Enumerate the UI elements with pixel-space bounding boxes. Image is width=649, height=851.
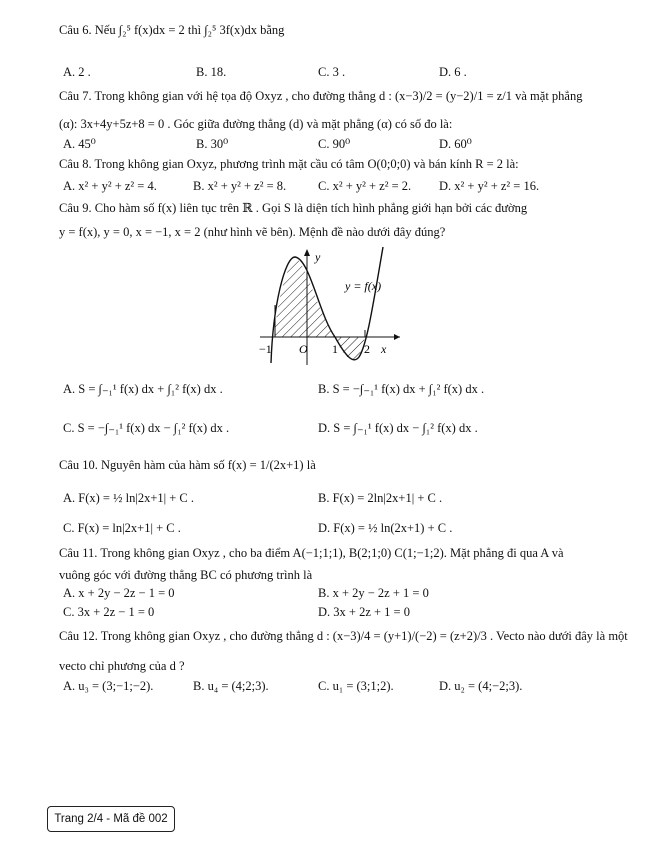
q10-option-d: D. F(x) = ½ ln(2x+1) + C . bbox=[318, 521, 453, 535]
q6-option-a: A. 2 . bbox=[63, 65, 91, 79]
q9-line2: y = f(x), y = 0, x = −1, x = 2 (như hình vẽ bên). Mệnh đề nào dưới đây đúng? bbox=[59, 225, 446, 239]
q8-option-d: D. x² + y² + z² = 16. bbox=[439, 179, 540, 193]
axis-y-label: y bbox=[315, 250, 321, 264]
q8-option-c: C. x² + y² + z² = 2. bbox=[318, 179, 412, 193]
q8-option-b: B. x² + y² + z² = 8. bbox=[193, 179, 287, 193]
q9-line1: Câu 9. Cho hàm số f(x) liên tục trên ℝ . Gọi S là diện tích hình phẳng giới hạn bởi các đường bbox=[59, 201, 528, 215]
q10-option-b: B. F(x) = 2ln|2x+1| + C . bbox=[318, 491, 443, 505]
q6-option-b: B. 18. bbox=[196, 65, 227, 79]
q9-option-b: B. S = −∫₋₁¹ f(x) dx + ∫₁² f(x) dx . bbox=[318, 382, 485, 396]
q7-option-a: A. 45⁰ bbox=[63, 137, 96, 151]
q11-line2: vuông góc với đường thẳng BC có phương trình là bbox=[59, 568, 313, 582]
q11-option-a: A. x + 2y − 2z − 1 = 0 bbox=[63, 586, 175, 600]
q9-option-c: C. S = −∫₋₁¹ f(x) dx − ∫₁² f(x) dx . bbox=[63, 421, 230, 435]
tick-1: 1 bbox=[332, 342, 338, 356]
tick-2: 2 bbox=[364, 342, 370, 356]
q10-option-a: A. F(x) = ½ ln|2x+1| + C . bbox=[63, 491, 195, 505]
q8-option-a: A. x² + y² + z² = 4. bbox=[63, 179, 157, 193]
q12-option-c: C. u₁ = (3;1;2). bbox=[318, 679, 394, 693]
page-footer: Trang 2/4 - Mã đề 002 bbox=[47, 806, 175, 832]
shaded-region-negative bbox=[335, 337, 365, 360]
q7-option-b: B. 30⁰ bbox=[196, 137, 229, 151]
curve-label: y = f(x) bbox=[345, 279, 382, 293]
q12-option-a: A. u₃ = (3;−1;−2). bbox=[63, 679, 154, 693]
q6-stem: Câu 6. Nếu ∫₂⁵ f(x)dx = 2 thì ∫₂⁵ 3f(x)dx bằng bbox=[59, 23, 285, 37]
shaded-region-positive bbox=[275, 257, 335, 337]
q11-option-c: C. 3x + 2z − 1 = 0 bbox=[63, 605, 155, 619]
q12-line1: Câu 12. Trong không gian Oxyz , cho đường thẳng d : (x−3)/4 = (y+1)/(−2) = (z+2)/3 . Vecto nào dưới đây là một bbox=[59, 629, 628, 643]
tick-neg1: −1 bbox=[259, 342, 272, 356]
q11-option-d: D. 3x + 2z + 1 = 0 bbox=[318, 605, 410, 619]
q9-option-a: A. S = ∫₋₁¹ f(x) dx + ∫₁² f(x) dx . bbox=[63, 382, 223, 396]
q7-line2: (α): 3x+4y+5z+8 = 0 . Góc giữa đường thẳng (d) và mặt phẳng (α) có số đo là: bbox=[59, 117, 453, 131]
q6-option-d: D. 6 . bbox=[439, 65, 467, 79]
q12-option-d: D. u₂ = (4;−2;3). bbox=[439, 679, 523, 693]
q7-line1: Câu 7. Trong không gian với hệ tọa độ Oxyz , cho đường thẳng d : (x−3)/2 = (y−2)/1 = z/1 và mặt phẳng bbox=[59, 89, 583, 103]
q6-option-c: C. 3 . bbox=[318, 65, 346, 79]
q7-option-c: C. 90⁰ bbox=[318, 137, 351, 151]
q12-option-b: B. u₄ = (4;2;3). bbox=[193, 679, 269, 693]
q10-option-c: C. F(x) = ln|2x+1| + C . bbox=[63, 521, 181, 535]
q9-option-d: D. S = ∫₋₁¹ f(x) dx − ∫₁² f(x) dx . bbox=[318, 421, 478, 435]
axis-x-label: x bbox=[381, 342, 387, 356]
origin-label: O bbox=[299, 342, 308, 356]
q12-line2: vecto chỉ phương của d ? bbox=[59, 659, 185, 673]
q11-line1: Câu 11. Trong không gian Oxyz , cho ba điểm A(−1;1;1), B(2;1;0) C(1;−1;2). Mặt phẳng đi qua A và bbox=[59, 546, 564, 560]
q9-graph bbox=[255, 245, 405, 370]
q8-stem: Câu 8. Trong không gian Oxyz, phương trình mặt cầu có tâm O(0;0;0) và bán kính R = 2 là: bbox=[59, 157, 519, 171]
q11-option-b: B. x + 2y − 2z + 1 = 0 bbox=[318, 586, 429, 600]
q7-option-d: D. 60⁰ bbox=[439, 137, 472, 151]
q10-stem: Câu 10. Nguyên hàm của hàm số f(x) = 1/(2x+1) là bbox=[59, 458, 316, 472]
